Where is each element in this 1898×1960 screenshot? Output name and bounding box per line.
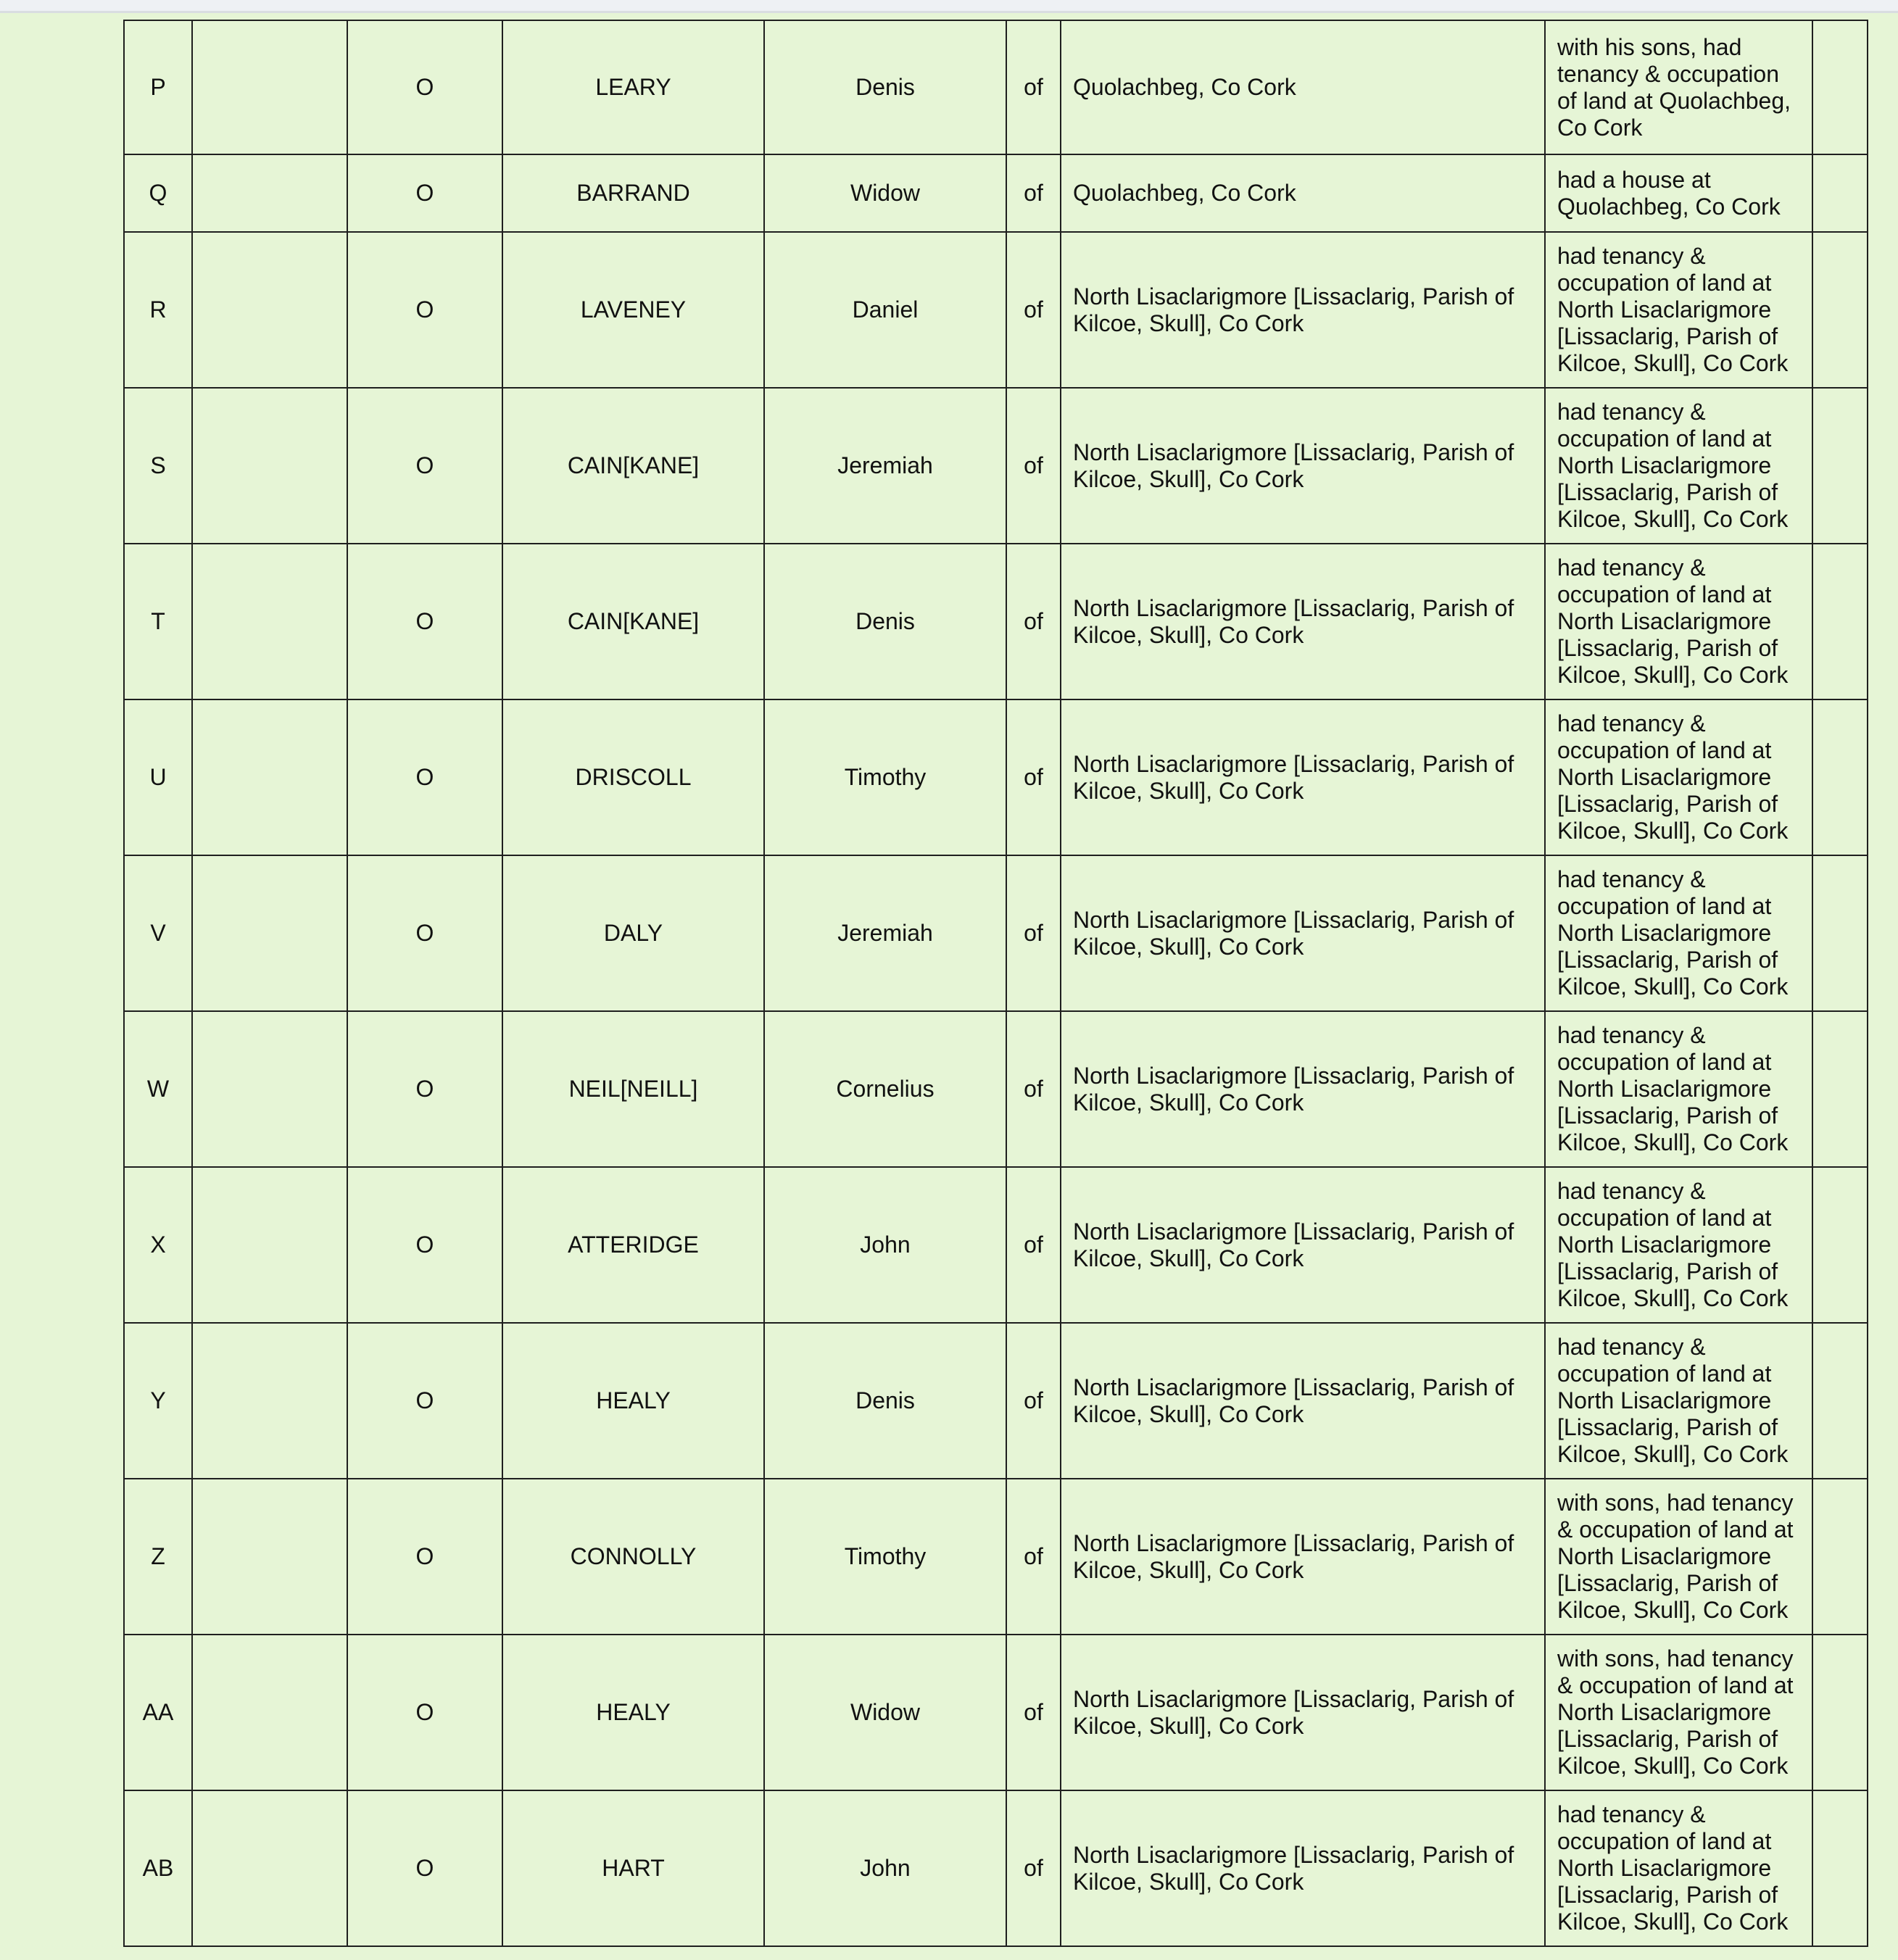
note-cell[interactable]: with sons, had tenancy & occupation of land at North Lisaclarigmore [Lissaclarig, Parish of Kilcoe, Skull], Co Cork [1545,1635,1812,1790]
place-cell[interactable]: North Lisaclarigmore [Lissaclarig, Parish of Kilcoe, Skull], Co Cork [1061,1011,1545,1167]
note-cell[interactable]: had tenancy & occupation of land at North Lisaclarigmore [Lissaclarig, Parish of Kilcoe, Skull], Co Cork [1545,388,1812,544]
table-row [124,699,1868,855]
empty-cell[interactable] [1812,1790,1868,1946]
of-cell[interactable]: of [1006,388,1061,544]
records-table [123,20,1868,1947]
place-cell[interactable]: North Lisaclarigmore [Lissaclarig, Parish of Kilcoe, Skull], Co Cork [1061,1635,1545,1790]
surname-cell[interactable]: LAVENEY [502,232,764,388]
table-row [124,1635,1868,1790]
forename-cell[interactable]: Cornelius [764,1011,1006,1167]
surname-cell[interactable]: DRISCOLL [502,699,764,855]
surname-cell[interactable]: LEARY [502,20,764,154]
empty-cell[interactable] [1812,388,1868,544]
empty-cell[interactable] [1812,855,1868,1011]
empty-cell[interactable] [192,855,347,1011]
note-cell[interactable]: with sons, had tenancy & occupation of land at North Lisaclarigmore [Lissaclarig, Parish of Kilcoe, Skull], Co Cork [1545,1479,1812,1635]
of-cell[interactable]: of [1006,1323,1061,1479]
row-code-cell[interactable]: Z [124,1479,192,1635]
place-cell[interactable]: North Lisaclarigmore [Lissaclarig, Parish of Kilcoe, Skull], Co Cork [1061,1790,1545,1946]
empty-cell[interactable] [192,1479,347,1635]
table-row [124,544,1868,699]
empty-cell[interactable] [192,20,347,154]
place-cell[interactable]: North Lisaclarigmore [Lissaclarig, Parish of Kilcoe, Skull], Co Cork [1061,544,1545,699]
mark-cell[interactable]: O [347,232,502,388]
note-cell[interactable]: had tenancy & occupation of land at North Lisaclarigmore [Lissaclarig, Parish of Kilcoe, Skull], Co Cork [1545,1323,1812,1479]
place-cell[interactable]: Quolachbeg, Co Cork [1061,154,1545,232]
note-cell[interactable]: had tenancy & occupation of land at North Lisaclarigmore [Lissaclarig, Parish of Kilcoe, Skull], Co Cork [1545,1167,1812,1323]
empty-cell[interactable] [1812,154,1868,232]
forename-cell[interactable]: Timothy [764,699,1006,855]
mark-cell[interactable]: O [347,154,502,232]
empty-cell[interactable] [1812,699,1868,855]
empty-cell[interactable] [192,1167,347,1323]
row-code-cell[interactable]: T [124,544,192,699]
of-cell[interactable]: of [1006,1011,1061,1167]
note-cell[interactable]: had tenancy & occupation of land at North Lisaclarigmore [Lissaclarig, Parish of Kilcoe, Skull], Co Cork [1545,855,1812,1011]
empty-cell[interactable] [192,1790,347,1946]
of-cell[interactable]: of [1006,544,1061,699]
surname-cell[interactable]: NEIL[NEILL] [502,1011,764,1167]
empty-cell[interactable] [1812,20,1868,154]
surname-cell[interactable]: HEALY [502,1323,764,1479]
mark-cell[interactable]: O [347,1790,502,1946]
forename-cell[interactable]: Denis [764,20,1006,154]
row-code-cell[interactable]: AB [124,1790,192,1946]
row-code-cell[interactable]: Y [124,1323,192,1479]
forename-cell[interactable]: Jeremiah [764,388,1006,544]
mark-cell[interactable]: O [347,699,502,855]
place-cell[interactable]: North Lisaclarigmore [Lissaclarig, Parish of Kilcoe, Skull], Co Cork [1061,855,1545,1011]
surname-cell[interactable]: CONNOLLY [502,1479,764,1635]
row-code-cell[interactable]: AA [124,1635,192,1790]
forename-cell[interactable]: Jeremiah [764,855,1006,1011]
place-cell[interactable]: North Lisaclarigmore [Lissaclarig, Parish of Kilcoe, Skull], Co Cork [1061,1323,1545,1479]
table-row [124,1479,1868,1635]
forename-cell[interactable]: Timothy [764,1479,1006,1635]
place-cell[interactable]: Quolachbeg, Co Cork [1061,20,1545,154]
surname-cell[interactable]: BARRAND [502,154,764,232]
place-cell[interactable]: North Lisaclarigmore [Lissaclarig, Parish of Kilcoe, Skull], Co Cork [1061,699,1545,855]
table-body [124,20,1868,1946]
row-code-cell[interactable]: W [124,1011,192,1167]
surname-cell[interactable]: ATTERIDGE [502,1167,764,1323]
forename-cell[interactable]: Daniel [764,232,1006,388]
surname-cell[interactable]: CAIN[KANE] [502,388,764,544]
empty-cell[interactable] [192,1323,347,1479]
of-cell[interactable]: of [1006,154,1061,232]
surname-cell[interactable]: DALY [502,855,764,1011]
mark-cell[interactable]: O [347,20,502,154]
table-row [124,1011,1868,1167]
forename-cell[interactable]: John [764,1790,1006,1946]
empty-cell[interactable] [192,154,347,232]
empty-cell[interactable] [192,232,347,388]
surname-cell[interactable]: HEALY [502,1635,764,1790]
table-row [124,855,1868,1011]
row-code-cell[interactable]: X [124,1167,192,1323]
row-code-cell[interactable]: V [124,855,192,1011]
row-code-cell[interactable]: Q [124,154,192,232]
empty-cell[interactable] [192,544,347,699]
row-code-cell[interactable]: P [124,20,192,154]
of-cell[interactable]: of [1006,232,1061,388]
of-cell[interactable]: of [1006,1790,1061,1946]
mark-cell[interactable]: O [347,1479,502,1635]
forename-cell[interactable]: Widow [764,1635,1006,1790]
row-code-cell[interactable]: U [124,699,192,855]
of-cell[interactable]: of [1006,699,1061,855]
empty-cell[interactable] [192,699,347,855]
mark-cell[interactable]: O [347,1323,502,1479]
empty-cell[interactable] [1812,1167,1868,1323]
empty-cell[interactable] [192,1011,347,1167]
empty-cell[interactable] [1812,1635,1868,1790]
mark-cell[interactable]: O [347,544,502,699]
table-row [124,154,1868,232]
empty-cell[interactable] [192,388,347,544]
of-cell[interactable]: of [1006,1635,1061,1790]
mark-cell[interactable]: O [347,1011,502,1167]
mark-cell[interactable]: O [347,388,502,544]
table-row [124,232,1868,388]
note-cell[interactable]: with his sons, had tenancy & occupation of land at Quolachbeg, Co Cork [1545,20,1812,154]
table-row [124,388,1868,544]
mark-cell[interactable]: O [347,855,502,1011]
note-cell[interactable]: had tenancy & occupation of land at North Lisaclarigmore [Lissaclarig, Parish of Kilcoe, Skull], Co Cork [1545,544,1812,699]
empty-cell[interactable] [1812,1011,1868,1167]
note-cell[interactable]: had tenancy & occupation of land at North Lisaclarigmore [Lissaclarig, Parish of Kilcoe, Skull], Co Cork [1545,699,1812,855]
forename-cell[interactable]: Widow [764,154,1006,232]
place-cell[interactable]: North Lisaclarigmore [Lissaclarig, Parish of Kilcoe, Skull], Co Cork [1061,1479,1545,1635]
records-table-container[interactable] [123,20,1867,1947]
table-row [124,1790,1868,1946]
empty-cell[interactable] [1812,1323,1868,1479]
of-cell[interactable]: of [1006,20,1061,154]
forename-cell[interactable]: Denis [764,1323,1006,1479]
empty-cell[interactable] [1812,544,1868,699]
table-row [124,20,1868,154]
note-cell[interactable]: had tenancy & occupation of land at North Lisaclarigmore [Lissaclarig, Parish of Kilcoe, Skull], Co Cork [1545,1790,1812,1946]
of-cell[interactable]: of [1006,855,1061,1011]
of-cell[interactable]: of [1006,1167,1061,1323]
of-cell[interactable]: of [1006,1479,1061,1635]
window-top-strip [0,0,1898,13]
place-cell[interactable]: North Lisaclarigmore [Lissaclarig, Parish of Kilcoe, Skull], Co Cork [1061,388,1545,544]
place-cell[interactable]: North Lisaclarigmore [Lissaclarig, Parish of Kilcoe, Skull], Co Cork [1061,232,1545,388]
empty-cell[interactable] [192,1635,347,1790]
empty-cell[interactable] [1812,232,1868,388]
mark-cell[interactable]: O [347,1167,502,1323]
empty-cell[interactable] [1812,1479,1868,1635]
row-code-cell[interactable]: S [124,388,192,544]
note-cell[interactable]: had tenancy & occupation of land at North Lisaclarigmore [Lissaclarig, Parish of Kilcoe, Skull], Co Cork [1545,1011,1812,1167]
note-cell[interactable]: had a house at Quolachbeg, Co Cork [1545,154,1812,232]
surname-cell[interactable]: HART [502,1790,764,1946]
table-row [124,1167,1868,1323]
surname-cell[interactable]: CAIN[KANE] [502,544,764,699]
forename-cell[interactable]: Denis [764,544,1006,699]
table-row [124,1323,1868,1479]
note-cell[interactable]: had tenancy & occupation of land at North Lisaclarigmore [Lissaclarig, Parish of Kilcoe, Skull], Co Cork [1545,232,1812,388]
forename-cell[interactable]: John [764,1167,1006,1323]
mark-cell[interactable]: O [347,1635,502,1790]
row-code-cell[interactable]: R [124,232,192,388]
place-cell[interactable]: North Lisaclarigmore [Lissaclarig, Parish of Kilcoe, Skull], Co Cork [1061,1167,1545,1323]
